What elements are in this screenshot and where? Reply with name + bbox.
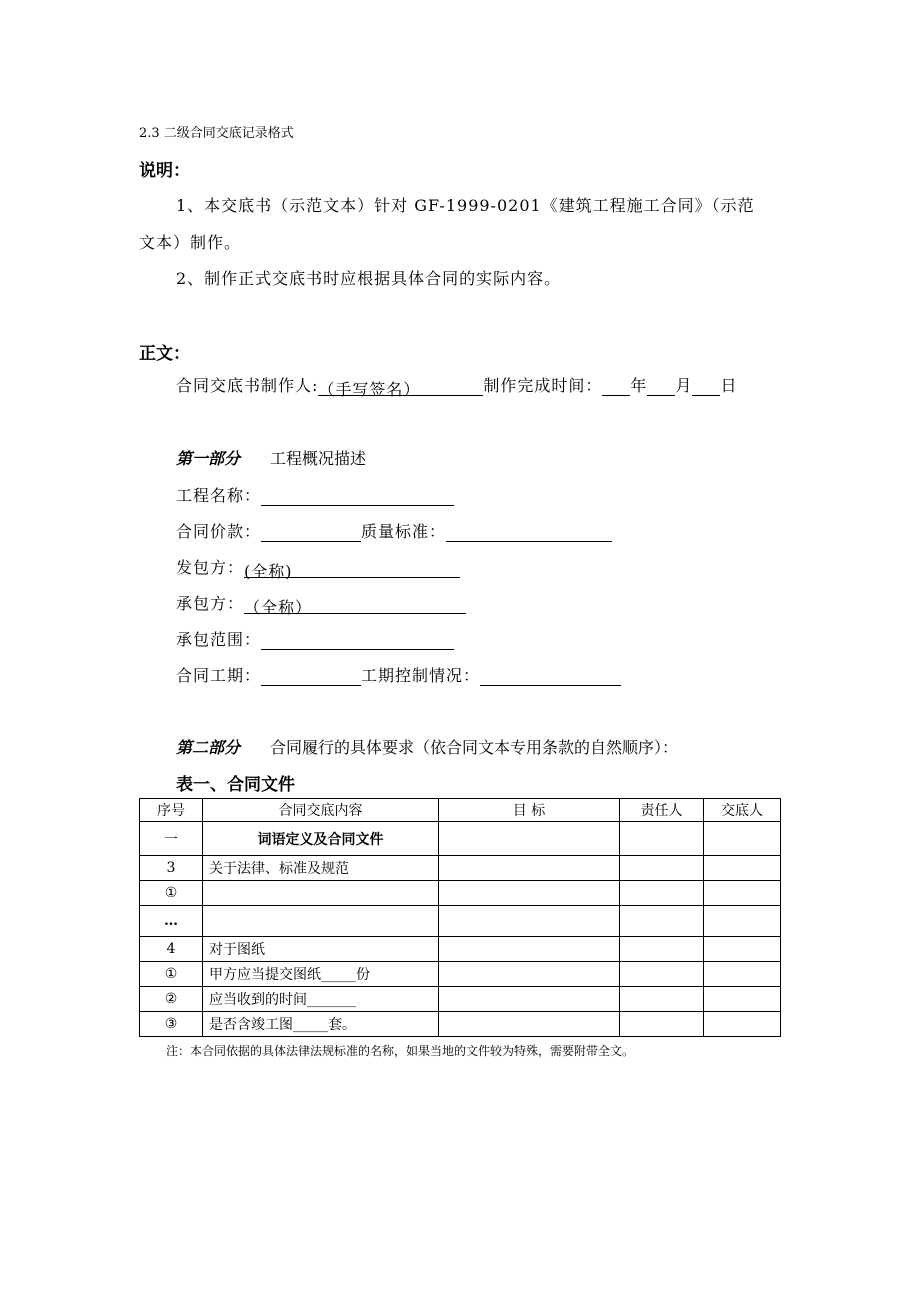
contractor-field[interactable] [244, 595, 466, 617]
scope-row [176, 627, 454, 650]
row-target-cell[interactable] [439, 881, 620, 906]
year-field[interactable] [602, 379, 630, 396]
explain-title: 说明： [139, 161, 190, 181]
row-presenter-cell[interactable] [704, 856, 781, 881]
part2-heading [176, 735, 678, 758]
row-presenter-cell[interactable] [704, 1012, 781, 1037]
row-target-cell[interactable] [439, 822, 620, 856]
row-target-cell[interactable] [439, 856, 620, 881]
row-content: 应当收到的时间_______ [203, 987, 439, 1012]
explain-item-2: 2、制作正式交底书时应根据具体合同的实际内容。 [176, 269, 562, 288]
price-quality-row [176, 519, 612, 542]
maker-line [176, 373, 738, 399]
maker-label: 合同交底书制作人: [176, 376, 319, 395]
row-responsible-cell[interactable] [620, 906, 704, 937]
row-responsible-cell[interactable] [620, 987, 704, 1012]
body-title: 正文： [139, 344, 190, 364]
price-label: 合同价款： [176, 522, 262, 541]
row-target-cell[interactable] [439, 906, 620, 937]
explain-item-1: 1、本交底书（示范文本）针对 GF-1999-0201《建筑工程施工合同》（示范 [176, 196, 755, 215]
duration-control-label: 工期控制情况： [361, 666, 481, 685]
project-name-field[interactable] [261, 489, 454, 506]
table-row [140, 987, 781, 1012]
row-presenter-cell[interactable] [704, 962, 781, 987]
maker-signature-field[interactable] [318, 377, 483, 399]
part1-label: 第一部分 [176, 449, 241, 468]
table-header-row [140, 799, 781, 822]
table-row [140, 881, 781, 906]
table1-title: 表一、合同文件 [176, 775, 295, 795]
scope-label: 承包范围： [176, 630, 262, 649]
header-content: 合同交底内容 [203, 799, 439, 822]
employer-field[interactable] [244, 559, 460, 581]
contractor-label: 承包方： [176, 594, 245, 613]
row-target-cell[interactable] [439, 962, 620, 987]
duration-row [176, 663, 621, 686]
row-responsible-cell[interactable] [620, 822, 704, 856]
row-content: 是否含竣工图_____套。 [203, 1012, 439, 1037]
section-heading: 2.3 二级合同交底记录格式 [139, 126, 294, 141]
duration-field[interactable] [261, 669, 361, 686]
row-responsible-cell[interactable] [620, 937, 704, 962]
part1-title: 工程概况描述 [270, 449, 367, 468]
maker-value: （手写签名） [318, 380, 421, 399]
contractor-row [176, 591, 466, 617]
project-name-row [176, 483, 454, 506]
header-no: 序号 [140, 799, 203, 822]
month-field[interactable] [647, 379, 675, 396]
row-presenter-cell[interactable] [704, 987, 781, 1012]
row-no: ① [140, 881, 203, 906]
part2-label: 第二部分 [176, 738, 241, 757]
quality-label: 质量标准： [361, 522, 447, 541]
row-target-cell[interactable] [439, 937, 620, 962]
table-note: 注：本合同依据的具体法律法规标准的名称，如果当地的文件较为特殊，需要附带全文。 [166, 1044, 635, 1058]
table-row [140, 962, 781, 987]
header-presenter: 交底人 [704, 799, 781, 822]
employer-label: 发包方： [176, 558, 245, 577]
row-target-cell[interactable] [439, 987, 620, 1012]
row-responsible-cell[interactable] [620, 1012, 704, 1037]
part2-title: 合同履行的具体要求（依合同文本专用条款的自然顺序）： [270, 738, 679, 757]
row-no: 4 [140, 937, 203, 962]
row-no: … [140, 906, 203, 937]
row-content: 甲方应当提交图纸_____份 [203, 962, 439, 987]
row-responsible-cell[interactable] [620, 881, 704, 906]
row-responsible-cell[interactable] [620, 962, 704, 987]
header-target: 目 标 [439, 799, 620, 822]
employer-value: (全称) [244, 562, 293, 581]
contract-docs-table [139, 798, 781, 1037]
row-content [203, 906, 439, 937]
done-time-label: 制作完成时间： [483, 376, 603, 395]
row-content [203, 881, 439, 906]
row-content: 词语定义及合同文件 [203, 822, 439, 856]
table-row [140, 906, 781, 937]
row-no: ③ [140, 1012, 203, 1037]
day-field[interactable] [692, 379, 720, 396]
duration-control-field[interactable] [480, 669, 621, 686]
row-presenter-cell[interactable] [704, 906, 781, 937]
quality-field[interactable] [446, 525, 612, 542]
row-content: 关于法律、标准及规范 [203, 856, 439, 881]
month-label: 月 [675, 376, 693, 395]
explain-item-1-cont: 文本）制作。 [139, 233, 242, 252]
row-no: 3 [140, 856, 203, 881]
contractor-value: （全称） [244, 598, 313, 617]
table-row [140, 856, 781, 881]
table-row [140, 822, 781, 856]
day-label: 日 [720, 376, 738, 395]
row-no: ① [140, 962, 203, 987]
year-label: 年 [630, 376, 648, 395]
row-content: 对于图纸 [203, 937, 439, 962]
row-no: ② [140, 987, 203, 1012]
row-responsible-cell[interactable] [620, 856, 704, 881]
row-target-cell[interactable] [439, 1012, 620, 1037]
row-presenter-cell[interactable] [704, 881, 781, 906]
price-field[interactable] [261, 525, 361, 542]
header-responsible: 责任人 [620, 799, 704, 822]
employer-row [176, 555, 460, 581]
table-row [140, 937, 781, 962]
duration-label: 合同工期： [176, 666, 262, 685]
project-name-label: 工程名称： [176, 486, 262, 505]
part1-heading [176, 446, 366, 469]
table-row [140, 1012, 781, 1037]
row-presenter-cell[interactable] [704, 822, 781, 856]
row-presenter-cell[interactable] [704, 937, 781, 962]
scope-field[interactable] [261, 633, 454, 650]
row-no: 一 [140, 822, 203, 856]
